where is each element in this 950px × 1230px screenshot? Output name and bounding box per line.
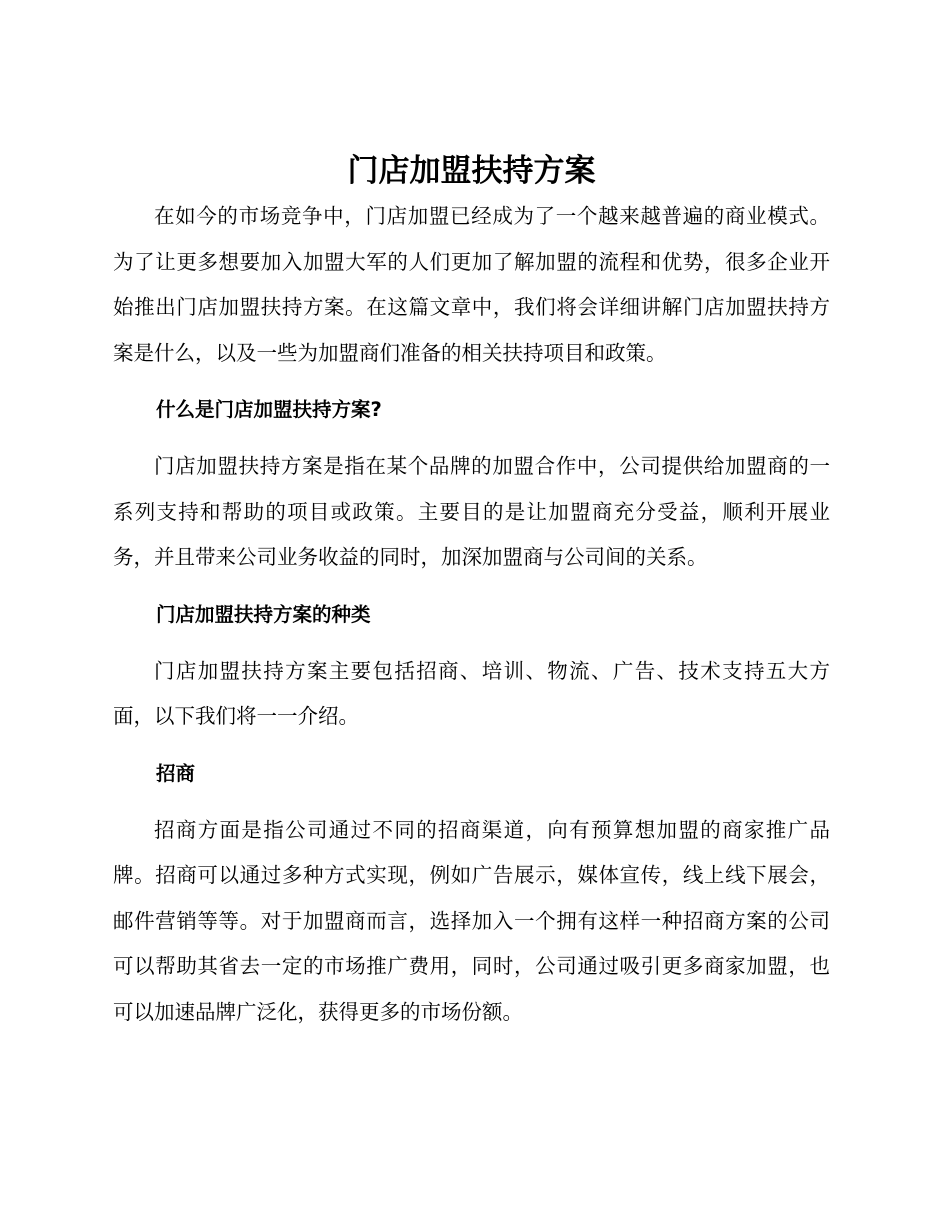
section-heading-what-is: 什么是门店加盟扶持方案? (156, 398, 382, 421)
section-body-types: 门店加盟扶持方案主要包括招商、培训、物流、广告、技术支持五大方面，以下我们将一一介绍。 (113, 658, 830, 728)
document-title: 门店加盟扶持方案 (347, 153, 596, 189)
intro-paragraph: 在如今的市场竞争中，门店加盟已经成为了一个越来越普遍的商业模式。为了让更多想要加入加盟大军的人们更加了解加盟的流程和优势，很多企业开始推出门店加盟扶持方案。在这篇文章中，我们将会详细讲解门店加盟扶持方案是什么，以及一些为加盟商们准备的相关扶持项目和政策。 (113, 204, 830, 365)
section-body-recruitment: 招商方面是指公司通过不同的招商渠道，向有预算想加盟的商家推广品牌。招商可以通过多种方式实现，例如广告展示，媒体宣传，线上线下展会，邮件营销等等。对于加盟商而言，选择加入一个拥有这样一种招商方案的公司可以帮助其省去一定的市场推广费用，同时，公司通过吸引更多商家加盟，也可以加速品牌广泛化，获得更多的市场份额。 (113, 817, 830, 1024)
section-heading-types: 门店加盟扶持方案的种类 (156, 602, 371, 626)
section-heading-recruitment: 招商 (156, 761, 196, 785)
section-body-what-is: 门店加盟扶持方案是指在某个品牌的加盟合作中，公司提供给加盟商的一系列支持和帮助的项目或政策。主要目的是让加盟商充分受益，顺利开展业务，并且带来公司业务收益的同时，加深加盟商与公司间的关系。 (113, 454, 830, 569)
